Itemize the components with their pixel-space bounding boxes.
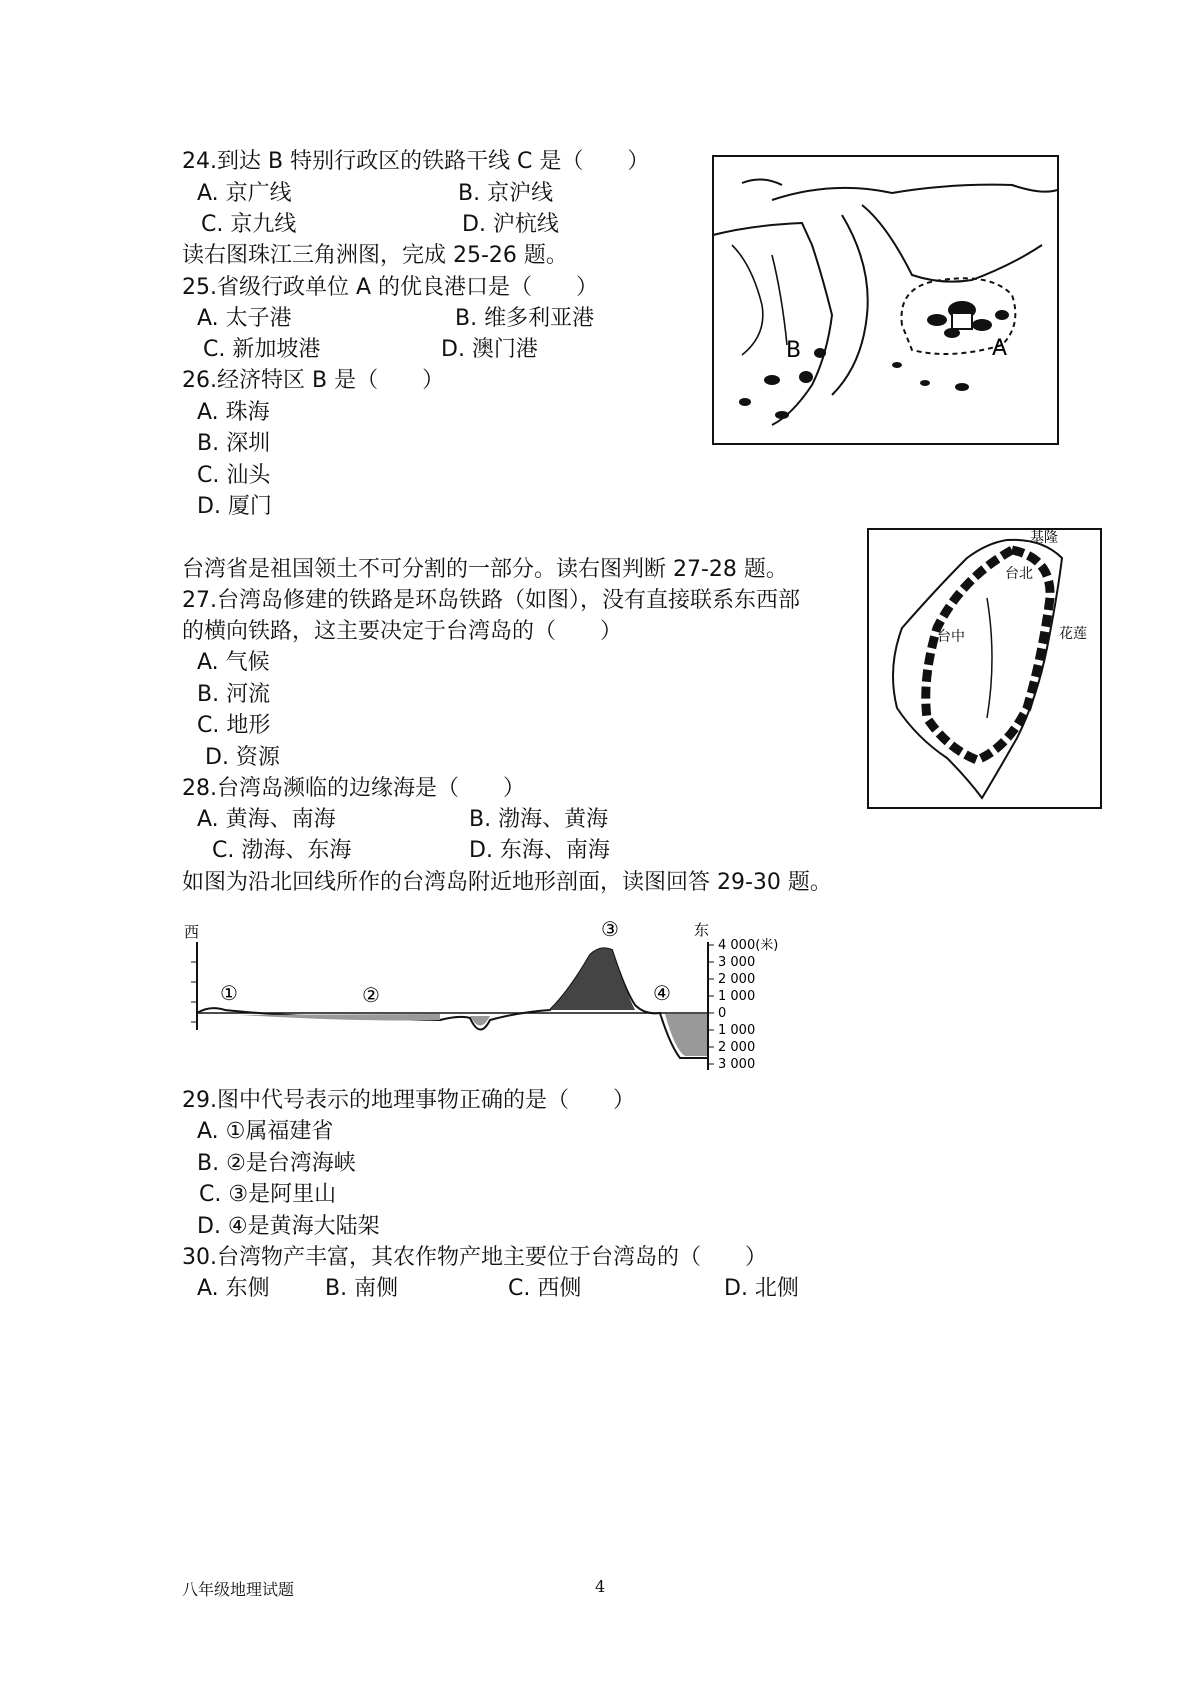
q28-option-c: C. 渤海、东海 [212, 838, 352, 863]
label-taibei: 台北 [1005, 566, 1033, 582]
west-label: 西 [184, 923, 200, 941]
marker-3: ③ [601, 917, 619, 941]
question-29-stem: 29.图中代号表示的地理事物正确的是（ ） [182, 1088, 635, 1113]
map-label-a: A [992, 336, 1008, 361]
q29-option-a: A. ①属福建省 [197, 1119, 334, 1144]
label-hualian: 花莲 [1059, 626, 1087, 642]
q24-option-c: C. 京九线 [201, 212, 297, 237]
q28-option-a: A. 黄海、南海 [197, 807, 336, 832]
tick-label: 0 [718, 1006, 727, 1021]
q30-option-c: C. 西侧 [508, 1276, 582, 1301]
taiwan-railway-map [867, 528, 1102, 809]
question-27-stem-line2: 的横向铁路，这主要决定于台湾岛的（ ） [182, 619, 623, 644]
east-label: 东 [694, 921, 710, 939]
pearl-river-delta-map [712, 155, 1059, 445]
question-24-stem: 24.到达 B 特别行政区的铁路干线 C 是（ ） [182, 149, 650, 174]
q30-option-d: D. 北侧 [724, 1276, 799, 1301]
page-number: 4 [595, 1577, 606, 1596]
label-jilong: 基隆 [1030, 530, 1058, 546]
tick-label: 2 000 [718, 1040, 756, 1055]
label-taizhong: 台中 [937, 629, 965, 645]
q30-option-a: A. 东侧 [197, 1276, 270, 1301]
q29-option-b: B. ②是台湾海峡 [197, 1151, 356, 1176]
question-27-stem-line1: 27.台湾岛修建的铁路是环岛铁路（如图），没有直接联系东西部 [182, 588, 800, 613]
marker-1: ① [220, 981, 238, 1005]
intro-25-26: 读右图珠江三角洲图，完成 25-26 题。 [182, 243, 568, 268]
tick-label: 1 000 [718, 1023, 756, 1038]
tick-label: 2 000 [718, 972, 756, 987]
terrain-profile-figure [180, 910, 810, 1078]
question-30-stem: 30.台湾物产丰富，其农作物产地主要位于台湾岛的（ ） [182, 1245, 767, 1270]
marker-4: ④ [653, 981, 671, 1005]
q27-option-c: C. 地形 [197, 713, 271, 738]
q26-option-b: B. 深圳 [197, 431, 271, 456]
q28-option-b: B. 渤海、黄海 [469, 807, 609, 832]
tick-label: 3 000 [718, 955, 756, 970]
tick-label: 1 000 [718, 989, 756, 1004]
q24-option-a: A. 京广线 [197, 181, 292, 206]
question-28-stem: 28.台湾岛濒临的边缘海是（ ） [182, 776, 525, 801]
q24-option-b: B. 京沪线 [458, 181, 554, 206]
intro-27-28: 台湾省是祖国领土不可分割的一部分。读右图判断 27-28 题。 [182, 557, 788, 582]
question-25-stem: 25.省级行政单位 A 的优良港口是（ ） [182, 275, 599, 300]
intro-29-30: 如图为沿北回线所作的台湾岛附近地形剖面，读图回答 29-30 题。 [182, 870, 832, 895]
q29-option-d: D. ④是黄海大陆架 [197, 1214, 380, 1239]
q27-option-b: B. 河流 [197, 682, 271, 707]
footer-title: 八年级地理试题 [182, 1580, 295, 1599]
tick-label: 3 000 [718, 1057, 756, 1072]
q27-option-a: A. 气候 [197, 650, 270, 675]
q26-option-a: A. 珠海 [197, 400, 270, 425]
q25-option-a: A. 太子港 [197, 306, 292, 331]
marker-2: ② [362, 983, 380, 1007]
q29-option-c: C. ③是阿里山 [199, 1182, 337, 1207]
map-label-b: B [786, 338, 802, 363]
q25-option-d: D. 澳门港 [441, 337, 538, 362]
q28-option-d: D. 东海、南海 [469, 838, 610, 863]
q26-option-d: D. 厦门 [197, 494, 272, 519]
q27-option-d: D. 资源 [205, 745, 280, 770]
q25-option-b: B. 维多利亚港 [455, 306, 595, 331]
q30-option-b: B. 南侧 [325, 1276, 399, 1301]
q25-option-c: C. 新加坡港 [203, 337, 321, 362]
question-26-stem: 26.经济特区 B 是（ ） [182, 368, 445, 393]
q26-option-c: C. 汕头 [197, 463, 271, 488]
tick-label: 4 000(米) [718, 938, 779, 953]
q24-option-d: D. 沪杭线 [462, 212, 559, 237]
